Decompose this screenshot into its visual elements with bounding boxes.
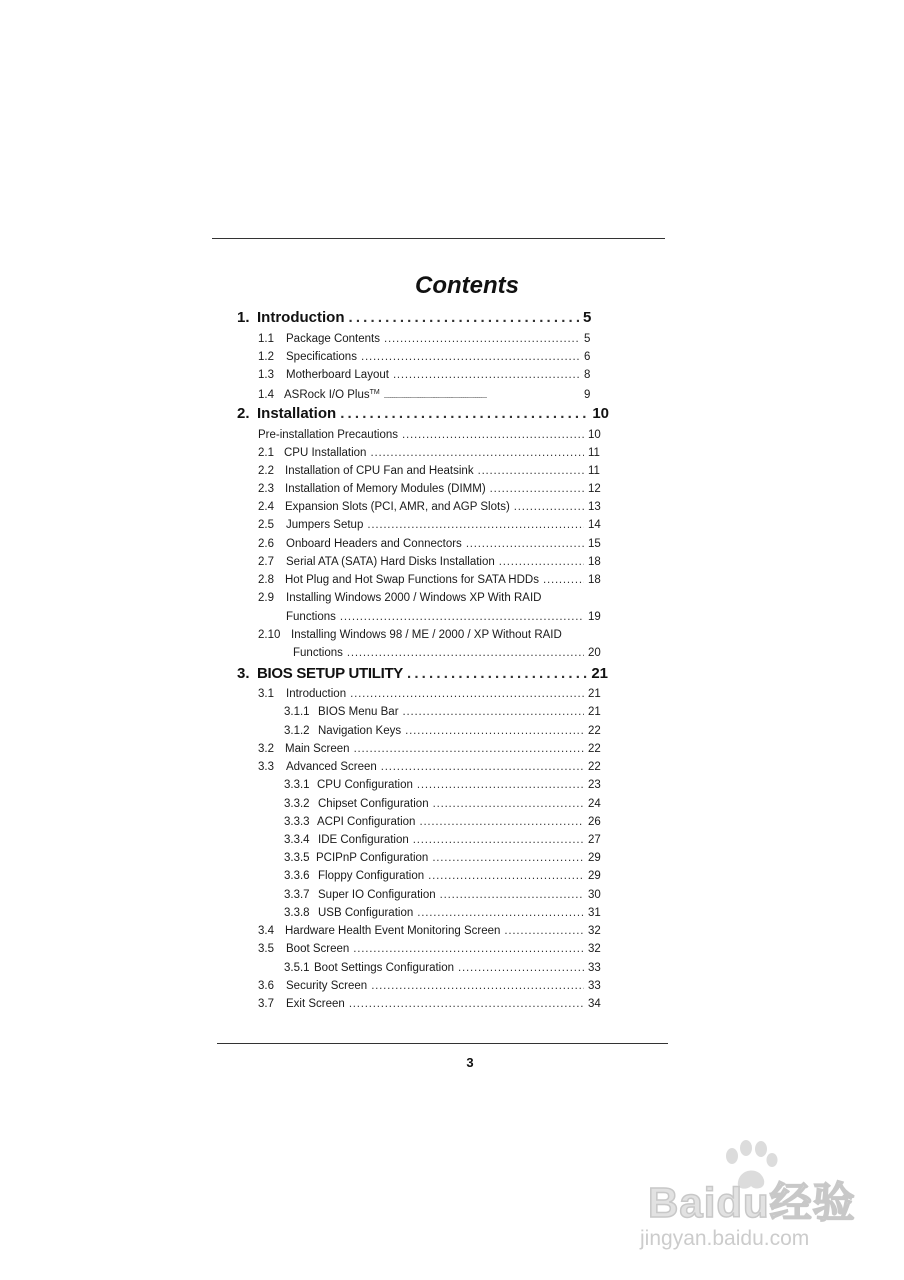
entry-label: Security Screen — [286, 980, 368, 992]
section-number: 1. — [237, 309, 250, 326]
toc-entry-3-3-2[interactable] — [284, 796, 602, 812]
entry-label: USB Configuration — [318, 907, 414, 919]
entry-label: Package Contents — [286, 333, 380, 345]
entry-number: 2.6 — [258, 538, 274, 550]
leader-dots — [504, 923, 584, 939]
leader-dots — [543, 572, 584, 588]
toc-entry-3-3-7[interactable] — [284, 887, 602, 903]
leader-dots — [405, 723, 584, 739]
entry-label: Installation of Memory Modules (DIMM) — [285, 483, 486, 495]
entry-label-continued: Functions — [293, 647, 343, 659]
entry-number: 3.3.6 — [284, 870, 310, 882]
entry-page: 11 — [588, 465, 600, 477]
entry-number: 2.5 — [258, 519, 274, 531]
entry-page: 33 — [588, 980, 601, 992]
leader-dots — [432, 850, 584, 866]
entry-label: ASRock I/O Plus™ — [284, 389, 380, 401]
entry-number: 1.2 — [258, 351, 274, 363]
entry-number: 2.1 — [258, 447, 274, 459]
entry-label: Specifications — [286, 351, 357, 363]
leader-dots — [370, 445, 584, 461]
leader-dots — [393, 367, 580, 383]
section-page: 10 — [592, 405, 609, 422]
entry-page: 10 — [588, 429, 601, 441]
section-label: Introduction — [257, 309, 345, 326]
toc-entry-1-2[interactable] — [258, 349, 598, 365]
entry-page: 21 — [588, 688, 601, 700]
entry-page: 31 — [588, 907, 601, 919]
toc-entry-2-8[interactable] — [258, 572, 602, 588]
leader-dots — [417, 905, 584, 921]
entry-label: CPU Configuration — [317, 779, 413, 791]
entry-page: 24 — [588, 798, 601, 810]
trademark-mark: TM — [369, 389, 380, 396]
entry-label: Installing Windows 98 / ME / 2000 / XP Without RAID — [291, 629, 562, 641]
entry-label: Introduction — [286, 688, 347, 700]
entry-label: Onboard Headers and Connectors — [286, 538, 462, 550]
toc-entry-3-2[interactable] — [258, 741, 602, 757]
toc-entry-2-7[interactable] — [258, 554, 602, 570]
entry-number: 3.3 — [258, 761, 274, 773]
toc-entry-2-1[interactable] — [258, 445, 602, 461]
entry-page: 5 — [584, 333, 591, 345]
leader-dots — [371, 978, 584, 994]
toc-entry-2-9-cont[interactable] — [286, 609, 602, 625]
entry-page: 29 — [588, 870, 601, 882]
toc-entry-pre-installation[interactable] — [258, 427, 602, 443]
leader-dots — [361, 349, 580, 365]
toc-entry-2-10[interactable] — [258, 627, 562, 643]
entry-page: 30 — [588, 889, 601, 901]
entry-number: 1.4 — [258, 389, 274, 401]
entry-label: Hardware Health Event Monitoring Screen — [285, 925, 501, 937]
entry-page: 32 — [588, 943, 601, 955]
toc-entry-3-6[interactable] — [258, 978, 602, 994]
leader-dots — [413, 832, 584, 848]
entry-label: Boot Screen — [286, 943, 350, 955]
toc-entry-1-3[interactable] — [258, 367, 598, 383]
entry-page: 11 — [588, 447, 600, 459]
section-label: BIOS SETUP UTILITY — [257, 665, 404, 682]
leader-dots — [347, 645, 584, 661]
section-page: 21 — [591, 665, 608, 682]
entry-page: 19 — [588, 611, 601, 623]
leader-dots — [384, 331, 580, 347]
toc-entry-3-3-3[interactable] — [284, 814, 602, 830]
entry-label: Floppy Configuration — [318, 870, 425, 882]
page-title: Contents — [415, 272, 519, 299]
entry-number: 3.5.1 — [284, 962, 310, 974]
toc-entry-3-4[interactable] — [258, 923, 602, 939]
toc-entry-2-2[interactable] — [258, 463, 602, 479]
entry-label: BIOS Menu Bar — [318, 706, 399, 718]
entry-label: ACPI Configuration — [317, 816, 416, 828]
toc-entry-2-3[interactable] — [258, 481, 602, 497]
leader-dots — [433, 796, 584, 812]
leader-dots — [466, 536, 584, 552]
leader-dots — [402, 427, 584, 443]
entry-page: 32 — [588, 925, 601, 937]
entry-number: 1.3 — [258, 369, 274, 381]
entry-number: 2.9 — [258, 592, 274, 604]
leader-dots — [440, 887, 584, 903]
toc-entry-2-5[interactable] — [258, 517, 602, 533]
toc-entry-3-3-6[interactable] — [284, 868, 602, 884]
toc-section-introduction[interactable] — [237, 308, 597, 328]
entry-page: 18 — [588, 574, 601, 586]
toc-entry-1-1[interactable] — [258, 331, 598, 347]
entry-label: PCIPnP Configuration — [316, 852, 429, 864]
leader-dots — [367, 517, 584, 533]
entry-number: 2.8 — [258, 574, 274, 586]
toc-entry-3-5-1[interactable] — [284, 960, 602, 976]
leader-dots — [490, 481, 584, 497]
entry-number: 2.2 — [258, 465, 274, 477]
entry-page: 15 — [588, 538, 601, 550]
entry-number: 3.3.4 — [284, 834, 310, 846]
entry-page: 12 — [588, 483, 601, 495]
entry-number: 3.1 — [258, 688, 274, 700]
entry-number: 3.3.8 — [284, 907, 310, 919]
entry-page: 23 — [588, 779, 601, 791]
entry-number: 3.3.3 — [284, 816, 310, 828]
entry-number: 3.7 — [258, 998, 274, 1010]
entry-number: 2.7 — [258, 556, 274, 568]
toc-entry-2-9[interactable] — [258, 590, 541, 606]
toc-entry-3-1-2[interactable] — [284, 723, 602, 739]
leader-dots — [350, 686, 584, 702]
leader-dots — [349, 996, 584, 1012]
entry-number: 3.1.1 — [284, 706, 310, 718]
entry-label: IDE Configuration — [318, 834, 409, 846]
entry-number: 3.4 — [258, 925, 274, 937]
entry-label: Main Screen — [285, 743, 350, 755]
entry-label: Hot Plug and Hot Swap Functions for SATA HDDs — [285, 574, 539, 586]
entry-number: 2.4 — [258, 501, 274, 513]
entry-page: 26 — [588, 816, 601, 828]
page-number: 3 — [466, 1055, 474, 1070]
entry-label: Exit Screen — [286, 998, 345, 1010]
toc-entry-3-1[interactable] — [258, 686, 602, 702]
leader-dots — [478, 463, 584, 479]
entry-number: 3.3.5 — [284, 852, 310, 864]
entry-page: 13 — [588, 501, 601, 513]
leader-dots — [348, 308, 579, 328]
toc-entry-2-6[interactable] — [258, 536, 602, 552]
toc-entry-3-3[interactable] — [258, 759, 602, 775]
leader-dots — [417, 777, 584, 793]
entry-page: 8 — [584, 369, 591, 381]
entry-label: Expansion Slots (PCI, AMR, and AGP Slots) — [285, 501, 510, 513]
leader-dots — [407, 664, 587, 684]
entry-page: 18 — [588, 556, 601, 568]
baidu-watermark — [640, 1140, 870, 1270]
entry-label: Installing Windows 2000 / Windows XP With RAID — [286, 592, 542, 604]
entry-number: 3.2 — [258, 743, 274, 755]
entry-number: 1.1 — [258, 333, 274, 345]
toc-section-installation[interactable] — [237, 404, 609, 424]
section-number: 2. — [237, 405, 250, 422]
entry-page: 29 — [588, 852, 601, 864]
toc-entry-3-7[interactable] — [258, 996, 602, 1012]
toc-entry-3-3-5[interactable] — [284, 850, 602, 866]
toc-entry-3-3-1[interactable] — [284, 777, 602, 793]
watermark-logo-text: Baidu经验 — [648, 1179, 856, 1226]
toc-entry-2-4[interactable] — [258, 499, 602, 515]
entry-page: 34 — [588, 998, 601, 1010]
leader-dots — [403, 704, 584, 720]
entry-number: 3.3.7 — [284, 889, 310, 901]
leader-dots — [340, 404, 588, 424]
toc-entry-3-1-1[interactable] — [284, 704, 602, 720]
entry-page: 20 — [588, 647, 601, 659]
entry-number: 2.10 — [258, 629, 281, 641]
entry-page: 27 — [588, 834, 601, 846]
leader-dots — [384, 389, 580, 405]
entry-page: 6 — [584, 351, 591, 363]
entry-page: 22 — [588, 761, 601, 773]
toc-entry-2-10-cont[interactable] — [293, 645, 602, 661]
entry-label: Advanced Screen — [286, 761, 377, 773]
entry-number: 3.5 — [258, 943, 274, 955]
leader-dots — [514, 499, 584, 515]
section-page: 5 — [583, 309, 592, 326]
entry-label: Pre-installation Precautions — [258, 429, 398, 441]
leader-dots — [419, 814, 584, 830]
entry-number: 3.3.2 — [284, 798, 310, 810]
entry-page: 22 — [588, 743, 601, 755]
entry-label: Navigation Keys — [318, 725, 402, 737]
entry-label-continued: Functions — [286, 611, 336, 623]
toc-entry-3-5[interactable] — [258, 941, 602, 957]
entry-label: Installation of CPU Fan and Heatsink — [285, 465, 474, 477]
entry-page: 14 — [588, 519, 601, 531]
entry-label: CPU Installation — [284, 447, 367, 459]
entry-page: 21 — [588, 706, 601, 718]
leader-dots — [381, 759, 584, 775]
entry-label: Motherboard Layout — [286, 369, 389, 381]
entry-page: 33 — [588, 962, 601, 974]
entry-label: Serial ATA (SATA) Hard Disks Installation — [286, 556, 495, 568]
toc-entry-3-3-4[interactable] — [284, 832, 602, 848]
leader-dots — [458, 960, 584, 976]
entry-page: 22 — [588, 725, 601, 737]
toc-section-bios-setup-utility[interactable] — [237, 664, 608, 684]
bottom-divider — [217, 1043, 668, 1044]
entry-label: Super IO Configuration — [318, 889, 436, 901]
entry-label: Boot Settings Configuration — [314, 962, 455, 974]
leader-dots — [353, 941, 584, 957]
watermark-url: jingyan.baidu.com — [640, 1227, 810, 1250]
entry-page: 9 — [584, 389, 591, 401]
toc-entry-3-3-8[interactable] — [284, 905, 602, 921]
leader-dots — [354, 741, 584, 757]
section-number: 3. — [237, 665, 250, 682]
entry-number: 3.1.2 — [284, 725, 310, 737]
entry-label: Chipset Configuration — [318, 798, 429, 810]
entry-number: 2.3 — [258, 483, 274, 495]
toc-entry-1-4[interactable] — [258, 385, 598, 405]
entry-number: 3.3.1 — [284, 779, 310, 791]
leader-dots — [340, 609, 584, 625]
section-label: Installation — [257, 405, 337, 422]
leader-dots — [428, 868, 584, 884]
entry-number: 3.6 — [258, 980, 274, 992]
entry-label: Jumpers Setup — [286, 519, 364, 531]
leader-dots — [499, 554, 584, 570]
